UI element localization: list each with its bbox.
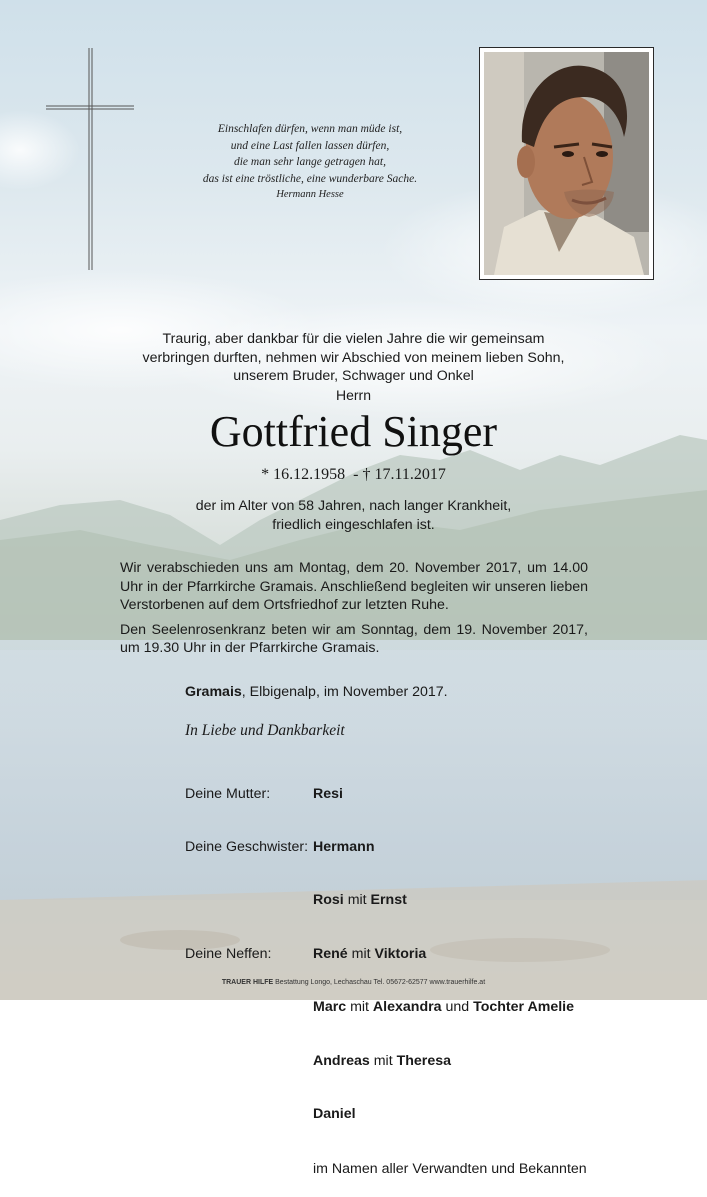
relation-names bbox=[313, 1106, 356, 1124]
place-rest: , Elbigenalp, im November 2017. bbox=[241, 684, 448, 700]
place-date bbox=[185, 684, 448, 700]
intro-line: verbringen durften, nehmen wir Abschied von meinem lieben Sohn, bbox=[142, 349, 565, 366]
relation-label bbox=[185, 892, 313, 910]
relation-names bbox=[313, 946, 426, 964]
portrait-frame bbox=[479, 47, 654, 280]
family-row bbox=[185, 786, 587, 804]
age-text bbox=[0, 497, 707, 534]
intro-line: Traurig, aber dankbar für die vielen Jahre die wir gemeinsam bbox=[162, 331, 545, 347]
family-row bbox=[185, 839, 587, 857]
person-name: Daniel bbox=[313, 1105, 356, 1122]
person-name: Ernst bbox=[370, 892, 407, 909]
person-name: Alexandra bbox=[372, 999, 442, 1016]
cross-icon bbox=[44, 46, 136, 272]
family-row bbox=[185, 1161, 587, 1179]
rosary-paragraph: Den Seelenrosenkranz beten wir am Sonntag, dem 19. November 2017, um 19.30 Uhr in der Pfarrkirche Gramais. bbox=[120, 621, 588, 656]
poem-line: die man sehr lange getragen hat, bbox=[233, 156, 387, 168]
connector: mit bbox=[343, 892, 371, 909]
family-row bbox=[185, 892, 587, 910]
footer bbox=[0, 979, 707, 986]
poem-line: Einschlafen dürfen, wenn man müde ist, bbox=[217, 123, 403, 135]
age-line: friedlich eingeschlafen ist. bbox=[272, 516, 435, 533]
relation-names bbox=[313, 999, 574, 1017]
footer-brand: TRAUER HILFE bbox=[221, 979, 274, 986]
family-row bbox=[185, 946, 587, 964]
intro-text bbox=[0, 330, 707, 386]
poem bbox=[160, 121, 460, 204]
relation-label: Deine Mutter: bbox=[185, 785, 271, 802]
family-row bbox=[185, 999, 587, 1017]
intro-line: unserem Bruder, Schwager und Onkel bbox=[233, 368, 474, 384]
age-line: der im Alter von 58 Jahren, nach langer Krankheit, bbox=[195, 498, 512, 514]
relation-label: Deine Geschwister: bbox=[185, 838, 309, 855]
person-name: Resi bbox=[313, 785, 343, 802]
relation-label bbox=[185, 1161, 313, 1179]
person-name: René bbox=[313, 945, 348, 962]
relation-names bbox=[313, 892, 407, 910]
place-town: Gramais bbox=[185, 684, 242, 700]
relation-label bbox=[185, 1106, 313, 1124]
family-row bbox=[185, 1053, 587, 1071]
family-row bbox=[185, 1106, 587, 1124]
person-name: Marc bbox=[313, 999, 347, 1016]
connector: mit bbox=[346, 999, 373, 1016]
poem-line: das ist eine tröstliche, eine wunderbare Sache. bbox=[202, 172, 418, 185]
person-name: Hermann bbox=[313, 838, 375, 855]
person-name: Tochter Amelie bbox=[473, 999, 575, 1016]
relation-label: Deine Neffen: bbox=[185, 945, 272, 962]
person-name: Theresa bbox=[396, 1052, 451, 1069]
connector: mit bbox=[369, 1052, 397, 1069]
funeral-paragraph: Wir verabschieden uns am Montag, dem 20. November 2017, um 14.00 Uhr in der Pfarrkirche Gramais. Anschließend begleiten wir unseren lieben Verstorbenen auf dem Ortsfriedhof zur letzten Ruhe. bbox=[120, 560, 588, 613]
deceased-name: Gottfried Singer bbox=[209, 407, 498, 456]
poem-author: Hermann Hesse bbox=[276, 189, 344, 200]
life-dates: * 16.12.1958 - † 17.11.2017 bbox=[261, 466, 446, 483]
portrait-photo bbox=[484, 52, 649, 275]
person-name: Viktoria bbox=[374, 945, 427, 962]
relation-names bbox=[313, 839, 375, 857]
salutation: Herrn bbox=[335, 387, 371, 403]
closing-line: im Namen aller Verwandten und Bekannten bbox=[313, 1161, 587, 1178]
relation-label bbox=[185, 1053, 313, 1071]
poem-line: und eine Last fallen lassen dürfen, bbox=[230, 139, 390, 152]
love-heading: In Liebe und Dankbarkeit bbox=[185, 722, 345, 739]
footer-details: Bestattung Longo, Lechaschau Tel. 05672-62577 www.trauerhilfe.at bbox=[273, 979, 486, 986]
relation-label bbox=[185, 999, 313, 1017]
connector: und bbox=[441, 999, 474, 1016]
portrait-illustration bbox=[484, 52, 649, 275]
person-name: Rosi bbox=[313, 892, 344, 909]
funeral-details bbox=[120, 559, 588, 664]
relation-names bbox=[313, 1053, 451, 1071]
connector: mit bbox=[347, 945, 375, 962]
person-name: Andreas bbox=[313, 1052, 370, 1069]
family-list bbox=[185, 750, 587, 1197]
relation-names bbox=[313, 786, 343, 804]
